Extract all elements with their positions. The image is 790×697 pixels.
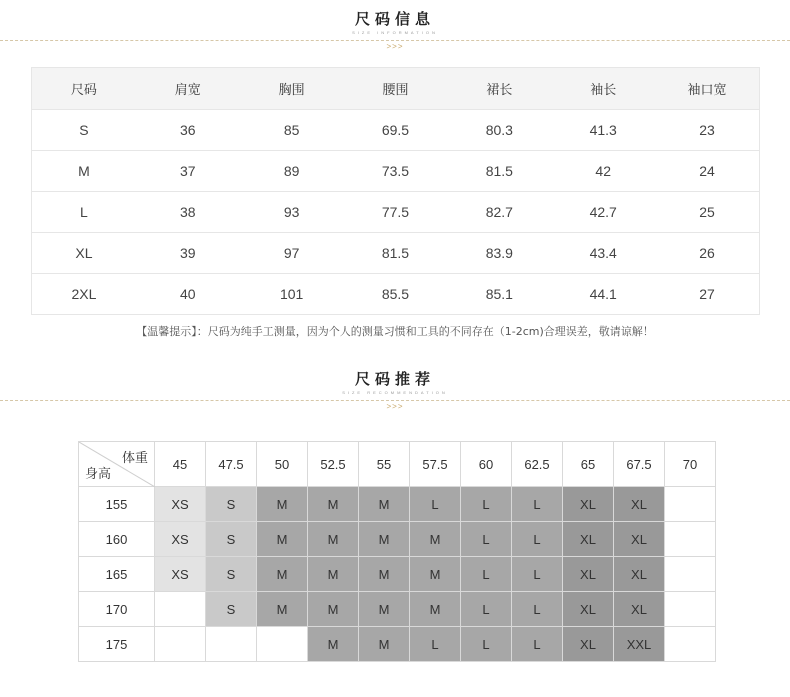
- measurement-cell: 43.4: [551, 233, 655, 274]
- size-recommendation-cell: L: [461, 627, 512, 662]
- size-recommendation-cell: M: [257, 522, 308, 557]
- weight-column-header: 55: [359, 442, 410, 487]
- measurement-cell: 37: [136, 151, 240, 192]
- arrows-decoration: >>>: [386, 402, 404, 411]
- size-recommendation-cell: S: [206, 557, 257, 592]
- size-recommendation-cell: XL: [563, 557, 614, 592]
- measurement-cell: 85.5: [344, 274, 448, 315]
- size-recommendation-cell: M: [359, 557, 410, 592]
- weight-label: 体重: [121, 451, 148, 466]
- size-info-title: 尺码信息: [354, 10, 435, 28]
- weight-column-header: 70: [665, 442, 716, 487]
- size-table-header-row: [32, 68, 760, 110]
- size-recommendation-cell: XL: [563, 522, 614, 557]
- column-header: 尺码: [32, 68, 136, 110]
- size-recommendation-cell: [665, 592, 716, 627]
- measurement-cell: 42.7: [551, 192, 655, 233]
- size-recommendation-cell: L: [410, 487, 461, 522]
- size-recommendation-cell: L: [512, 627, 563, 662]
- dashed-divider: [0, 40, 790, 41]
- weight-column-header: 65: [563, 442, 614, 487]
- table-row: [32, 233, 760, 274]
- measurement-cell: 77.5: [344, 192, 448, 233]
- table-row: [79, 557, 716, 592]
- size-label-cell: S: [32, 110, 136, 151]
- measurement-cell: 101: [240, 274, 344, 315]
- height-label: 身高: [85, 467, 112, 482]
- measurement-cell: 83.9: [447, 233, 551, 274]
- size-recommendation-cell: L: [461, 487, 512, 522]
- size-recommendation-cell: [665, 522, 716, 557]
- measurement-cell: 36: [136, 110, 240, 151]
- size-recommendation-cell: M: [410, 592, 461, 627]
- size-info-divider: [0, 40, 790, 51]
- size-recommendation-cell: M: [308, 592, 359, 627]
- height-row-header: 175: [79, 627, 155, 662]
- weight-column-header: 47.5: [206, 442, 257, 487]
- size-recommendation-cell: M: [359, 592, 410, 627]
- size-recommendation-cell: XL: [614, 592, 665, 627]
- size-recommendation-cell: M: [308, 522, 359, 557]
- size-recommendation-cell: XL: [563, 627, 614, 662]
- size-recommendation-cell: M: [308, 487, 359, 522]
- measurement-cell: 81.5: [447, 151, 551, 192]
- measurement-cell: 42: [551, 151, 655, 192]
- column-header: 袖口宽: [655, 68, 759, 110]
- size-recommendation-cell: XS: [155, 557, 206, 592]
- measurement-cell: 41.3: [551, 110, 655, 151]
- height-row-header: 160: [79, 522, 155, 557]
- table-corner: [79, 442, 155, 487]
- measurement-cell: 26: [655, 233, 759, 274]
- size-recommendation-cell: [665, 487, 716, 522]
- size-info-header: [0, 8, 790, 35]
- size-recommendation-cell: XXL: [614, 627, 665, 662]
- size-recommendation-cell: L: [512, 487, 563, 522]
- size-recommendation-cell: M: [308, 557, 359, 592]
- weight-column-header: 57.5: [410, 442, 461, 487]
- size-recommendation-cell: [206, 627, 257, 662]
- measurement-tip: 【温馨提示】：尺码为纯手工测量，因为个人的测量习惯和工具的不同存在（1-2cm)合理误差，敬请谅解！: [136, 325, 654, 338]
- size-recommendation-cell: M: [257, 592, 308, 627]
- column-header: 袖长: [551, 68, 655, 110]
- size-info-subtitle: SIZE INFORMATION: [352, 30, 438, 35]
- weight-column-header: 45: [155, 442, 206, 487]
- weight-column-header: 67.5: [614, 442, 665, 487]
- size-label-cell: L: [32, 192, 136, 233]
- size-recommendation-cell: M: [359, 627, 410, 662]
- size-recommendation-cell: L: [461, 522, 512, 557]
- weight-column-header: 60: [461, 442, 512, 487]
- size-recommendation-header: [0, 368, 790, 395]
- measurement-cell: 38: [136, 192, 240, 233]
- dashed-divider: [0, 400, 790, 401]
- table-row: [32, 274, 760, 315]
- size-label-cell: M: [32, 151, 136, 192]
- column-header: 胸围: [240, 68, 344, 110]
- size-recommendation-cell: XL: [614, 487, 665, 522]
- measurement-cell: 93: [240, 192, 344, 233]
- table-row: [79, 592, 716, 627]
- height-row-header: 170: [79, 592, 155, 627]
- size-recommendation-table: [78, 441, 716, 662]
- size-recommendation-cell: [665, 627, 716, 662]
- measurement-cell: 97: [240, 233, 344, 274]
- table-row: [32, 110, 760, 151]
- size-recommendation-subtitle: SIZE RECOMMENDATION: [342, 390, 448, 395]
- size-info-table: [31, 67, 760, 315]
- size-recommendation-cell: M: [410, 557, 461, 592]
- size-recommendation-cell: M: [410, 522, 461, 557]
- measurement-cell: 89: [240, 151, 344, 192]
- size-recommendation-cell: XS: [155, 522, 206, 557]
- table-row: [79, 522, 716, 557]
- column-header: 裙长: [447, 68, 551, 110]
- size-recommendation-cell: [155, 627, 206, 662]
- measurement-cell: 23: [655, 110, 759, 151]
- measurement-cell: 27: [655, 274, 759, 315]
- size-recommendation-divider: [0, 400, 790, 411]
- size-recommendation-cell: XL: [614, 557, 665, 592]
- size-recommendation-cell: L: [512, 592, 563, 627]
- size-recommendation-cell: M: [257, 487, 308, 522]
- weight-column-header: 62.5: [512, 442, 563, 487]
- table-row: [79, 487, 716, 522]
- size-recommendation-cell: L: [512, 557, 563, 592]
- height-row-header: 155: [79, 487, 155, 522]
- size-recommendation-cell: L: [410, 627, 461, 662]
- size-recommendation-cell: M: [308, 627, 359, 662]
- size-recommendation-cell: [155, 592, 206, 627]
- arrows-decoration: >>>: [386, 42, 404, 51]
- size-recommendation-cell: [665, 557, 716, 592]
- measurement-cell: 40: [136, 274, 240, 315]
- size-recommendation-cell: XL: [563, 592, 614, 627]
- size-recommendation-cell: M: [359, 487, 410, 522]
- size-label-cell: XL: [32, 233, 136, 274]
- size-recommendation-cell: S: [206, 487, 257, 522]
- size-recommendation-title: 尺码推荐: [354, 370, 435, 388]
- size-recommendation-cell: S: [206, 522, 257, 557]
- size-recommendation-cell: L: [512, 522, 563, 557]
- measurement-cell: 80.3: [447, 110, 551, 151]
- size-recommendation-cell: M: [257, 557, 308, 592]
- measurement-cell: 85.1: [447, 274, 551, 315]
- measurement-cell: 25: [655, 192, 759, 233]
- measurement-cell: 44.1: [551, 274, 655, 315]
- column-header: 腰围: [344, 68, 448, 110]
- measurement-cell: 73.5: [344, 151, 448, 192]
- size-recommendation-cell: XL: [563, 487, 614, 522]
- measurement-cell: 85: [240, 110, 344, 151]
- measurement-cell: 69.5: [344, 110, 448, 151]
- table-row: [32, 192, 760, 233]
- measurement-cell: 82.7: [447, 192, 551, 233]
- weight-column-header: 52.5: [308, 442, 359, 487]
- weight-header-row: [79, 442, 716, 487]
- measurement-cell: 81.5: [344, 233, 448, 274]
- size-recommendation-cell: L: [461, 557, 512, 592]
- size-label-cell: 2XL: [32, 274, 136, 315]
- height-row-header: 165: [79, 557, 155, 592]
- size-recommendation-cell: L: [461, 592, 512, 627]
- size-recommendation-cell: [257, 627, 308, 662]
- size-recommendation-cell: S: [206, 592, 257, 627]
- size-recommendation-cell: M: [359, 522, 410, 557]
- column-header: 肩宽: [136, 68, 240, 110]
- size-recommendation-cell: XS: [155, 487, 206, 522]
- table-row: [32, 151, 760, 192]
- measurement-cell: 39: [136, 233, 240, 274]
- size-recommendation-cell: XL: [614, 522, 665, 557]
- weight-column-header: 50: [257, 442, 308, 487]
- table-row: [79, 627, 716, 662]
- measurement-cell: 24: [655, 151, 759, 192]
